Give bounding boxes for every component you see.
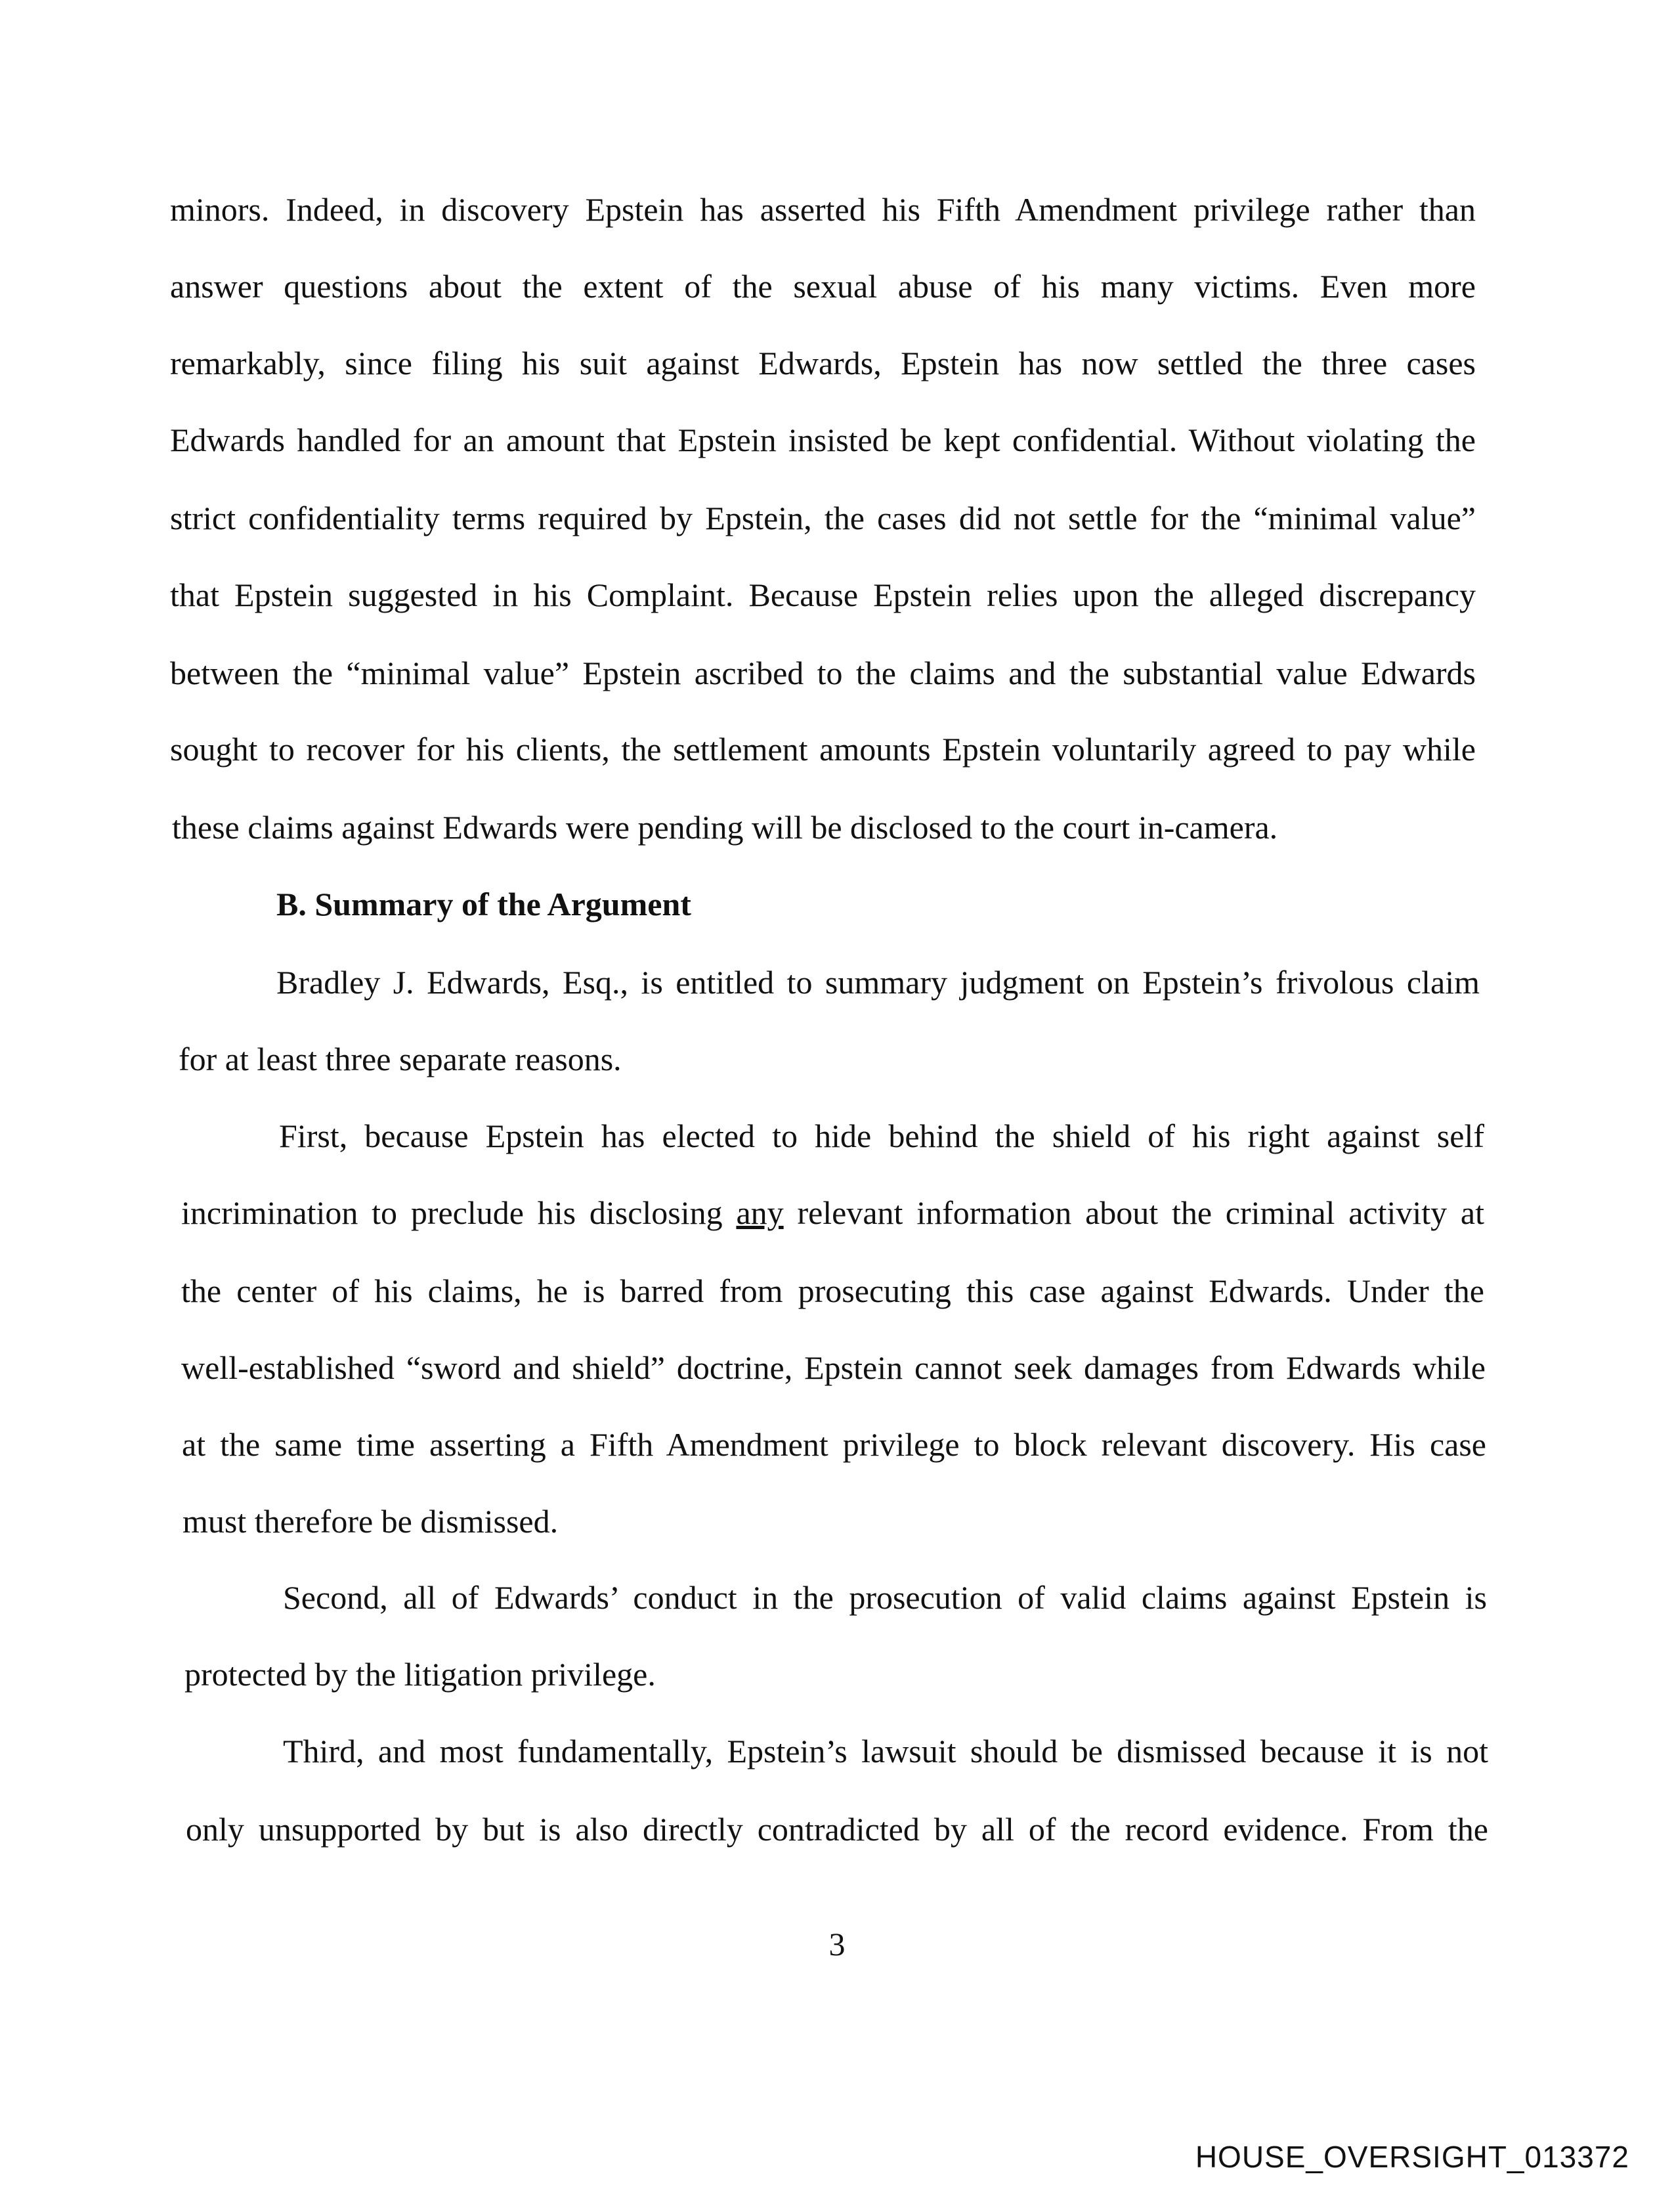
text-segment: incrimination to preclude his disclosing bbox=[181, 1194, 737, 1231]
body-line: sought to recover for his clients, the settlement amounts Epstein voluntarily agreed to pay while bbox=[170, 731, 1476, 768]
body-line: at the same time asserting a Fifth Amendment privilege to block relevant discovery. His case bbox=[182, 1426, 1486, 1463]
body-line: First, because Epstein has elected to hide behind the shield of his right against self bbox=[279, 1117, 1484, 1154]
body-line: between the “minimal value” Epstein ascribed to the claims and the substantial value Edwards bbox=[170, 655, 1476, 691]
body-line: Bradley J. Edwards, Esq., is entitled to summary judgment on Epstein’s frivolous claim bbox=[276, 964, 1480, 1001]
body-line: that Epstein suggested in his Complaint. Because Epstein relies upon the alleged discrepancy bbox=[170, 576, 1476, 613]
body-line: Third, and most fundamentally, Epstein’s lawsuit should be dismissed because it is not bbox=[283, 1733, 1488, 1769]
body-line bbox=[181, 1193, 1484, 1232]
page-number: 3 bbox=[828, 1926, 846, 1963]
underlined-word: any bbox=[736, 1194, 784, 1231]
body-line: must therefore be dismissed. bbox=[182, 1503, 559, 1540]
body-line: well-established “sword and shield” doctrine, Epstein cannot seek damages from Edwards while bbox=[181, 1349, 1486, 1386]
body-line: remarkably, since filing his suit against Edwards, Epstein has now settled the three cases bbox=[170, 345, 1476, 381]
text-segment: relevant information about the criminal activity at bbox=[783, 1194, 1484, 1231]
body-line: minors. Indeed, in discovery Epstein has asserted his Fifth Amendment privilege rather than bbox=[170, 191, 1476, 228]
body-line: Second, all of Edwards’ conduct in the prosecution of valid claims against Epstein is bbox=[283, 1579, 1487, 1616]
body-line: protected by the litigation privilege. bbox=[184, 1656, 656, 1693]
section-heading: B. Summary of the Argument bbox=[276, 886, 691, 922]
body-line: answer questions about the extent of the sexual abuse of his many victims. Even more bbox=[170, 268, 1476, 305]
bates-stamp: HOUSE_OVERSIGHT_013372 bbox=[1195, 2140, 1629, 2174]
body-line: for at least three separate reasons. bbox=[179, 1041, 622, 1077]
body-line: only unsupported by but is also directly contradicted by all of the record evidence. From the bbox=[186, 1811, 1488, 1848]
body-line: these claims against Edwards were pending will be disclosed to the court in-camera. bbox=[172, 809, 1278, 846]
body-line: strict confidentiality terms required by Epstein, the cases did not settle for the “minimal value” bbox=[170, 500, 1476, 536]
body-line: Edwards handled for an amount that Epstein insisted be kept confidential. Without violating the bbox=[170, 422, 1476, 458]
body-line: the center of his claims, he is barred from prosecuting this case against Edwards. Under the bbox=[181, 1272, 1484, 1309]
